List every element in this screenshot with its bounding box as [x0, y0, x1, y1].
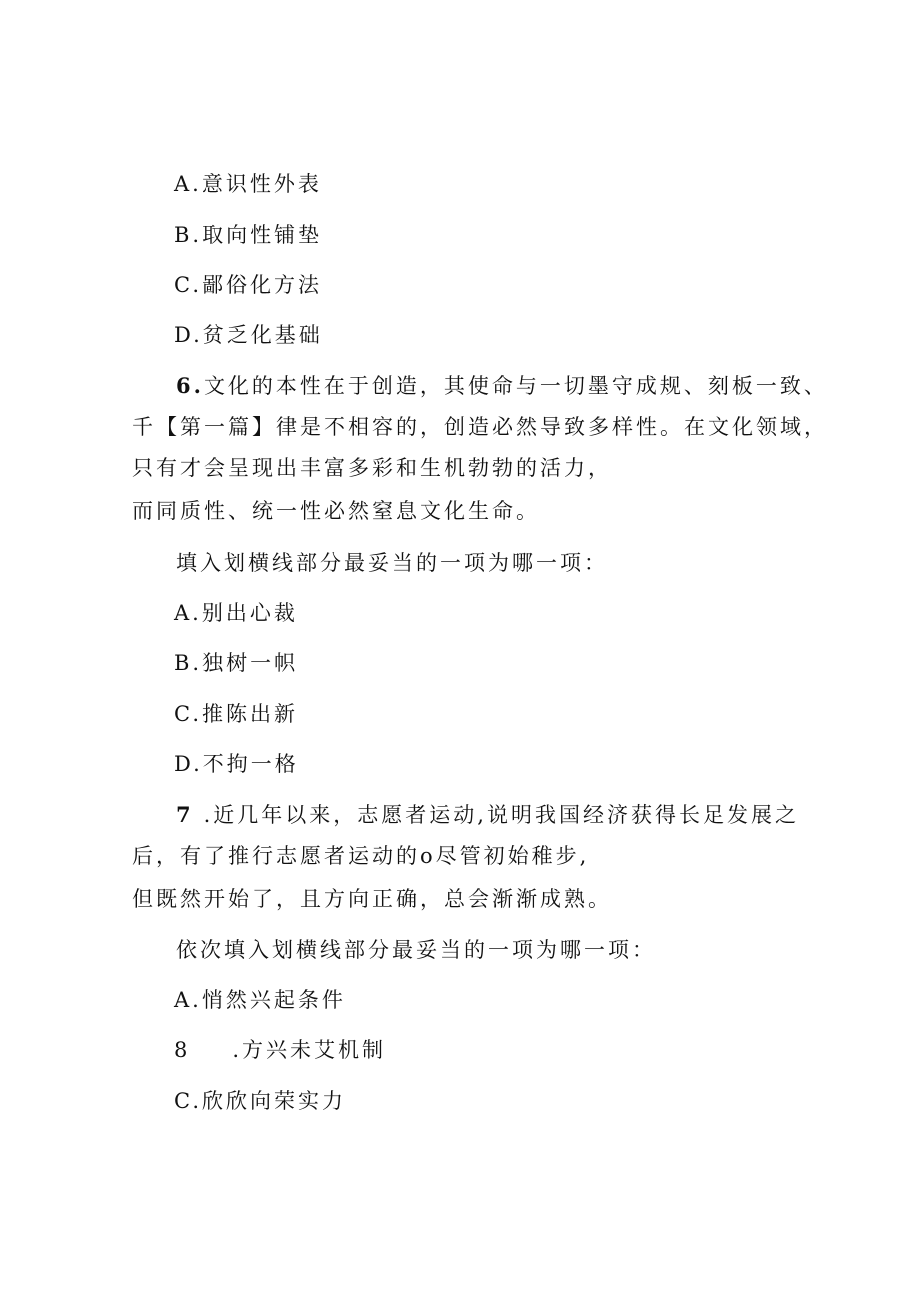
q7-option-b-text: .方兴未艾机制 — [232, 1038, 387, 1062]
question-7-text: .近几年以来，志愿者运动,说明我国经济获得长足发展之 — [203, 803, 799, 827]
question-6-line-4: 而同质性、统一性必然窒息文化生命。 — [132, 499, 540, 523]
question-6-text: 文化的本性在于创造，其使命与一切墨守成规、刻板一致、 — [203, 374, 828, 398]
option-c: C.鄙俗化方法 — [174, 273, 322, 297]
question-6-prompt: 填入划横线部分最妥当的一项为哪一项： — [176, 551, 608, 575]
question-6-line-2: 千【第一篇】律是不相容的，创造必然导致多样性。在文化领域， — [132, 415, 828, 439]
q7-option-c: C.欣欣向荣实力 — [174, 1089, 346, 1113]
question-7-line-3: 但既然开始了，且方向正确，总会渐渐成熟。 — [132, 887, 612, 911]
option-b: B.取向性铺垫 — [174, 223, 323, 247]
question-7-number: 7 — [176, 802, 194, 827]
option-a: A.意识性外表 — [174, 172, 322, 196]
question-6-number: 6. — [176, 373, 204, 398]
question-6-line-1 — [176, 372, 828, 400]
question-6-line-3: 只有才会呈现出丰富多彩和生机勃勃的活力， — [132, 456, 612, 480]
q6-option-a: A.别出心裁 — [174, 601, 298, 625]
q6-option-c: C.推陈出新 — [174, 702, 298, 726]
q7-option-b — [174, 1036, 386, 1064]
q6-option-d: D.不拘一格 — [174, 752, 299, 776]
q7-option-a: A.悄然兴起条件 — [174, 988, 346, 1012]
option-d: D.贫乏化基础 — [174, 323, 323, 347]
question-7-line-2: 后，有了推行志愿者运动的o尽管初始稚步, — [132, 844, 590, 868]
question-7-prompt: 依次填入划横线部分最妥当的一项为哪一项： — [176, 938, 656, 962]
question-7-line-1 — [176, 801, 799, 829]
q7-option-b-number: 8 — [174, 1038, 191, 1062]
q6-option-b: B.独树一帜 — [174, 651, 299, 675]
